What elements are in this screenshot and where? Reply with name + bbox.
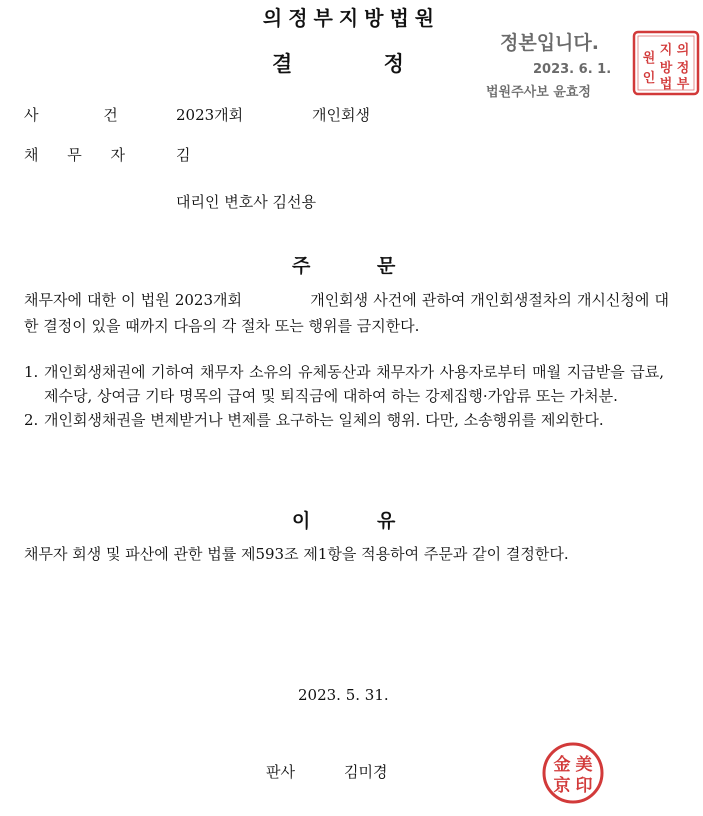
court-name: 의정부지방법원	[262, 6, 441, 30]
order-paragraph-lead: 채무자에 대한 이 법원 2023개회	[24, 291, 242, 309]
order-heading: 주 문	[292, 255, 396, 277]
debtor-label: 채 무 자	[24, 146, 126, 164]
order-item	[24, 408, 664, 432]
svg-text:의: 의	[676, 43, 690, 58]
debtor-name: 김	[176, 146, 191, 164]
svg-text:인: 인	[642, 71, 656, 86]
order-paragraph-rest: 개인회생 사건에 관하여 개인회생절차의 개시신청에 대한 결정이 있을 때까지 다음의 각 절차 또는 행위를 금지한다.	[24, 291, 669, 335]
debtor-agent: 대리인 변호사 김선용	[176, 193, 316, 211]
svg-text:印: 印	[575, 776, 593, 796]
order-item-text: 개인회생채권을 변제받거나 변제를 요구하는 일체의 행위. 다만, 소송행위를 제외한다.	[44, 411, 604, 429]
svg-text:법: 법	[659, 77, 673, 92]
svg-text:美: 美	[575, 755, 593, 775]
svg-text:정: 정	[676, 61, 690, 76]
order-item-number: 1.	[24, 363, 39, 381]
svg-text:부: 부	[676, 77, 690, 92]
document-title: 결 정	[272, 52, 404, 76]
court-seal-stamp	[632, 30, 700, 96]
case-number: 2023개회	[176, 106, 244, 124]
case-label: 사 건	[24, 106, 118, 124]
reason-text: 채무자 회생 및 파산에 관한 법률 제593조 제1항을 적용하여 주문과 같이 결정한다.	[24, 545, 569, 563]
order-paragraph	[24, 287, 669, 339]
certified-copy-label: 정본입니다.	[500, 32, 599, 54]
certified-clerk: 법원주사보 윤효정	[486, 85, 591, 100]
svg-text:金: 金	[553, 755, 571, 775]
svg-text:원: 원	[642, 51, 656, 66]
svg-text:京: 京	[553, 776, 571, 796]
order-item-text: 개인회생채권에 기하여 채무자 소유의 유체동산과 채무자가 사용자로부터 매월 지급받을 급료, 제수당, 상여금 기타 명목의 급여 및 퇴직금에 대하여 하는 강제집행·가압류 또는 가처분.	[44, 363, 664, 405]
order-item	[24, 360, 664, 408]
case-name: 개인회생	[312, 106, 370, 124]
order-item-number: 2.	[24, 411, 39, 429]
svg-text:방: 방	[659, 61, 673, 76]
decision-date: 2023. 5. 31.	[298, 686, 389, 704]
reason-heading: 이 유	[292, 510, 396, 532]
judge-name: 김미경	[344, 763, 388, 781]
order-items-list	[24, 360, 664, 432]
judge-seal-stamp	[540, 740, 606, 806]
svg-text:지: 지	[659, 43, 673, 58]
judge-title: 판사	[266, 763, 295, 781]
certified-date: 2023. 6. 1.	[533, 62, 612, 77]
